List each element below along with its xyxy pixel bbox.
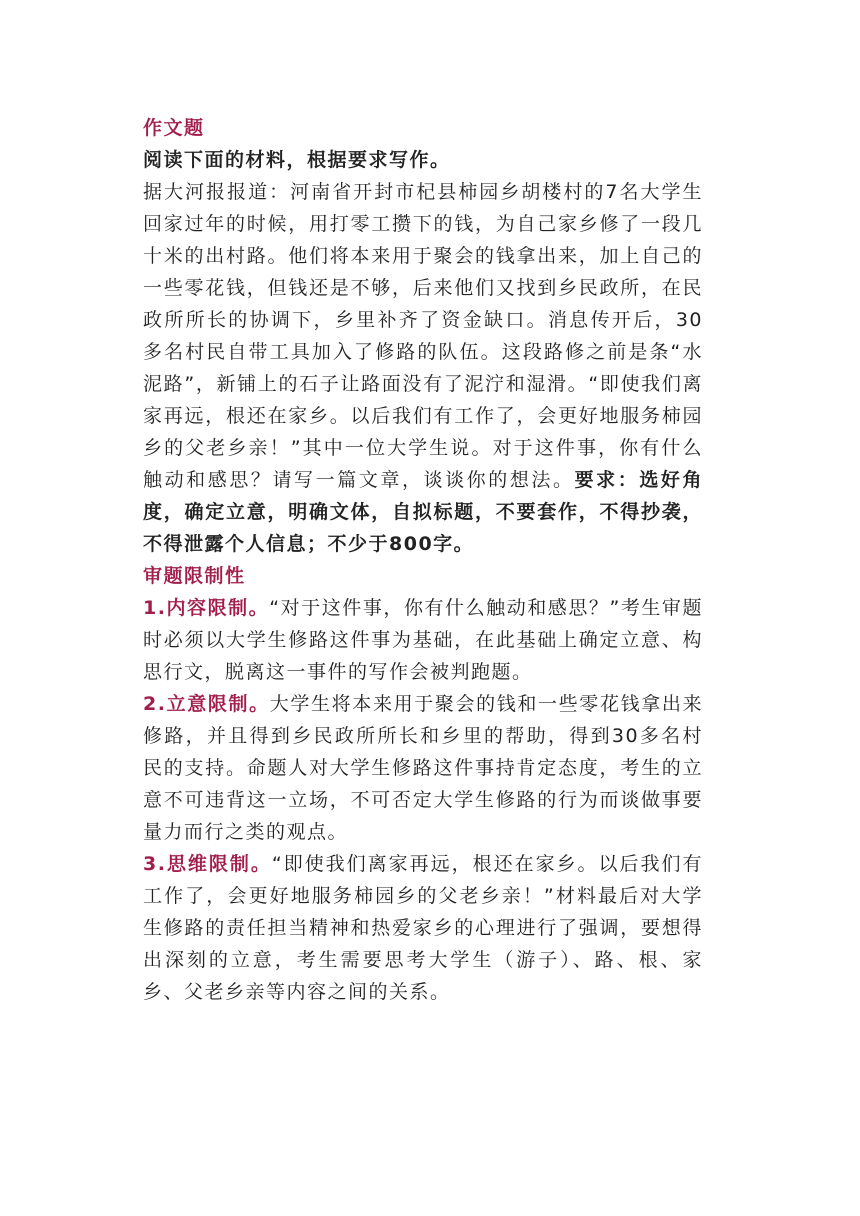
document-page (143, 112, 703, 1008)
essay-heading: 作文题 (143, 117, 205, 139)
essay-instruction: 阅读下面的材料，根据要求写作。 (143, 149, 451, 171)
analysis-heading: 审题限制性 (143, 565, 246, 587)
analysis-item-label: 1.内容限制。 (143, 597, 270, 619)
analysis-item-label: 2.立意限制。 (143, 693, 270, 715)
analysis-item-text: “即使我们离家再远，根还在家乡。以后我们有工作了，会更好地服务柿园乡的父老乡亲！”材料最后对大学生修路的责任担当精神和热爱家乡的心理进行了强调，要想得出深刻的立意，考生需要思考大学生（游子）、路、根、家乡、父老乡亲等内容之间的关系。 (143, 853, 703, 1003)
analysis-item-content (143, 592, 703, 688)
essay-material: 据大河报报道：河南省开封市杞县柿园乡胡楼村的7名大学生回家过年的时候，用打零工攒下的钱，为自己家乡修了一段几十米的出村路。他们将本来用于聚会的钱拿出来，加上自己的一些零花钱，但钱还是不够，后来他们又找到乡民政所，在民政所所长的协调下，乡里补齐了资金缺口。消息传开后，30多名村民自带工具加入了修路的队伍。这段路修之前是条“水泥路”，新铺上的石子让路面没有了泥泞和湿滑。“即使我们离家再远，根还在家乡。以后我们有工作了，会更好地服务柿园乡的父老乡亲！”其中一位大学生说。对于这件事，你有什么触动和感思？请写一篇文章，谈谈你的想法。 (143, 181, 703, 491)
essay-requirement: 要求：选好角度，确定立意，明确文体，自拟标题，不要套作，不得抄袭，不得泄露个人信息；不少于800字。 (143, 469, 703, 555)
analysis-item-idea (143, 688, 703, 848)
analysis-item-text: 大学生将本来用于聚会的钱和一些零花钱拿出来修路，并且得到乡民政所所长和乡里的帮助，得到30多名村民的支持。命题人对大学生修路这件事持肯定态度，考生的立意不可违背这一立场，不可否定大学生修路的行为而谈做事要量力而行之类的观点。 (143, 693, 703, 843)
analysis-item-thinking (143, 848, 703, 1008)
essay-material-paragraph (143, 176, 703, 560)
analysis-item-label: 3.思维限制。 (143, 853, 272, 875)
analysis-item-text: “对于这件事，你有什么触动和感思？”考生审题时必须以大学生修路这件事为基础，在此基础上确定立意、构思行文，脱离这一事件的写作会被判跑题。 (143, 597, 703, 683)
